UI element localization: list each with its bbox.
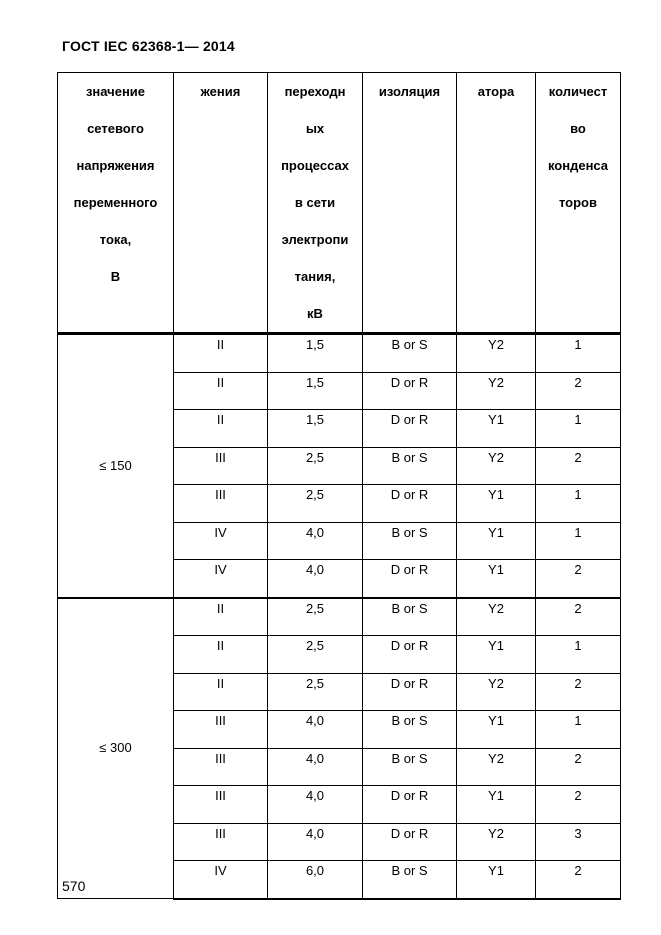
cell-capacitor-count: 1	[536, 711, 621, 749]
header-line: электропи	[281, 232, 349, 247]
header-line: В	[110, 269, 121, 284]
cell-col5: Y1	[457, 711, 536, 749]
cell-col2: III	[174, 786, 268, 824]
cell-transient-kv: 2,5	[268, 673, 363, 711]
cell-insulation: B or S	[363, 598, 457, 636]
cell-col2: IV	[174, 522, 268, 560]
cell-capacitor-count: 2	[536, 560, 621, 598]
header-voltage	[58, 73, 174, 334]
header-col2	[174, 73, 268, 334]
cell-transient-kv: 4,0	[268, 560, 363, 598]
cell-col5: Y2	[457, 823, 536, 861]
cell-transient-kv: 1,5	[268, 410, 363, 448]
cell-col5: Y1	[457, 636, 536, 674]
header-line: процессах	[281, 158, 349, 173]
page-number: 570	[62, 878, 86, 894]
header-col5	[457, 73, 536, 334]
cell-capacitor-count: 1	[536, 485, 621, 523]
cell-capacitor-count: 3	[536, 823, 621, 861]
cell-insulation: D or R	[363, 786, 457, 824]
cell-col5: Y1	[457, 560, 536, 598]
cell-col5: Y1	[457, 410, 536, 448]
header-line: атора	[477, 84, 515, 99]
header-line: напряжения	[76, 158, 155, 173]
cell-insulation: D or R	[363, 485, 457, 523]
cell-transient-kv: 4,0	[268, 711, 363, 749]
cell-col5: Y1	[457, 786, 536, 824]
cell-transient-kv: 1,5	[268, 334, 363, 373]
cell-col5: Y1	[457, 861, 536, 899]
header-line: количест	[548, 84, 608, 99]
cell-insulation: D or R	[363, 823, 457, 861]
header-line: тания,	[294, 269, 336, 284]
header-line: переходн	[284, 84, 346, 99]
cell-col2: III	[174, 711, 268, 749]
cell-transient-kv: 2,5	[268, 636, 363, 674]
cell-insulation: D or R	[363, 673, 457, 711]
header-line: значение	[85, 84, 146, 99]
header-line: кВ	[307, 306, 323, 321]
cell-capacitor-count: 1	[536, 522, 621, 560]
cell-col2: III	[174, 748, 268, 786]
cell-insulation: D or R	[363, 372, 457, 410]
header-insulation	[363, 73, 457, 334]
cell-col2: II	[174, 673, 268, 711]
cell-col5: Y1	[457, 522, 536, 560]
cell-capacitor-count: 1	[536, 636, 621, 674]
cell-transient-kv: 6,0	[268, 861, 363, 899]
cell-transient-kv: 4,0	[268, 786, 363, 824]
header-line: тока,	[99, 232, 132, 247]
header-line: изоляция	[378, 84, 441, 99]
cell-transient-kv: 2,5	[268, 485, 363, 523]
cell-insulation: D or R	[363, 410, 457, 448]
cell-insulation: B or S	[363, 447, 457, 485]
cell-insulation: B or S	[363, 522, 457, 560]
cell-voltage-group: ≤ 150	[58, 334, 174, 598]
cell-col2: II	[174, 372, 268, 410]
cell-voltage-group: ≤ 300	[58, 598, 174, 899]
cell-capacitor-count: 2	[536, 748, 621, 786]
cell-insulation: B or S	[363, 711, 457, 749]
cell-transient-kv: 2,5	[268, 447, 363, 485]
header-line: сетевого	[87, 121, 144, 136]
cell-insulation: B or S	[363, 334, 457, 373]
header-line: торов	[558, 195, 597, 210]
cell-capacitor-count: 2	[536, 447, 621, 485]
cell-col2: II	[174, 598, 268, 636]
cell-col5: Y1	[457, 485, 536, 523]
cell-col2: II	[174, 334, 268, 373]
cell-transient-kv: 4,0	[268, 748, 363, 786]
cell-insulation: D or R	[363, 560, 457, 598]
cell-col2: III	[174, 485, 268, 523]
cell-col5: Y2	[457, 372, 536, 410]
header-line: переменного	[73, 195, 158, 210]
header-line: конденса	[547, 158, 609, 173]
table-row	[58, 598, 621, 636]
cell-capacitor-count: 1	[536, 410, 621, 448]
cell-capacitor-count: 1	[536, 334, 621, 373]
cell-transient-kv: 2,5	[268, 598, 363, 636]
header-line: во	[570, 121, 586, 136]
cell-insulation: D or R	[363, 636, 457, 674]
table-header-row	[58, 73, 621, 334]
cell-capacitor-count: 2	[536, 786, 621, 824]
cell-insulation: B or S	[363, 861, 457, 899]
cell-col2: IV	[174, 560, 268, 598]
cell-col5: Y2	[457, 447, 536, 485]
header-capacitor-count	[536, 73, 621, 334]
cell-transient-kv: 4,0	[268, 823, 363, 861]
cell-col5: Y2	[457, 748, 536, 786]
cell-col5: Y2	[457, 334, 536, 373]
cell-col2: III	[174, 447, 268, 485]
cell-col2: II	[174, 410, 268, 448]
capacitor-table	[57, 72, 621, 900]
cell-col2: III	[174, 823, 268, 861]
cell-transient-kv: 4,0	[268, 522, 363, 560]
cell-capacitor-count: 2	[536, 598, 621, 636]
document-title: ГОСТ IEC 62368-1— 2014	[62, 38, 235, 54]
cell-col2: II	[174, 636, 268, 674]
cell-transient-kv: 1,5	[268, 372, 363, 410]
header-line: ых	[305, 121, 325, 136]
header-transients	[268, 73, 363, 334]
cell-col2: IV	[174, 861, 268, 899]
cell-col5: Y2	[457, 598, 536, 636]
table-row	[58, 334, 621, 373]
cell-capacitor-count: 2	[536, 861, 621, 899]
header-line: в сети	[294, 195, 336, 210]
header-line: жения	[200, 84, 241, 99]
cell-insulation: B or S	[363, 748, 457, 786]
cell-col5: Y2	[457, 673, 536, 711]
cell-capacitor-count: 2	[536, 372, 621, 410]
cell-capacitor-count: 2	[536, 673, 621, 711]
